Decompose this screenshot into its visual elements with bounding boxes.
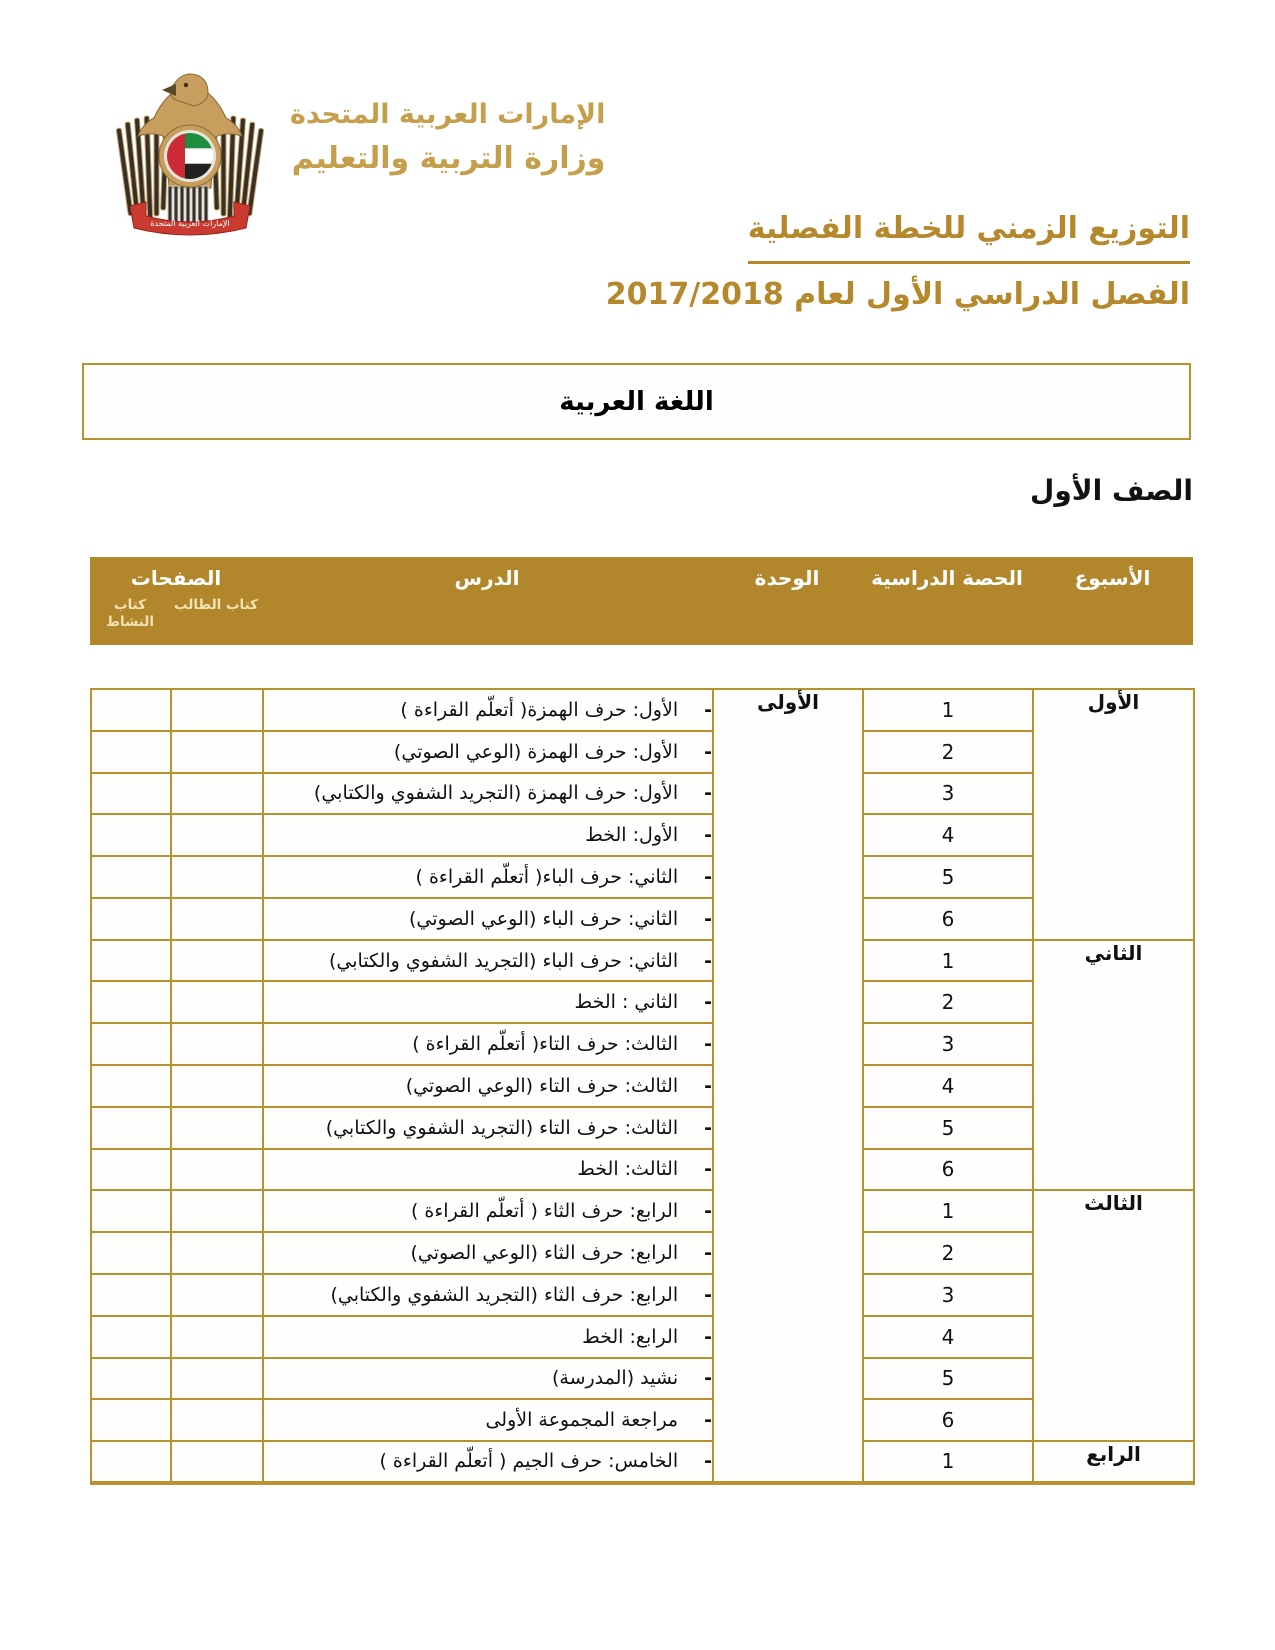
table-row [91,689,1194,731]
activity-book-pages-cell [91,1232,171,1274]
table-row [91,856,1194,898]
student-book-pages-cell [171,1107,263,1149]
table-header-band [90,557,1193,645]
student-book-pages-cell [171,1316,263,1358]
lesson-cell: -الثالث: حرف التاء (التجريد الشفوي والكتابي) [263,1107,713,1149]
lesson-cell: -الأول: حرف الهمزة (الوعي الصوتي) [263,731,713,773]
activity-book-pages-cell [91,773,171,815]
table-row [91,1149,1194,1191]
period-cell: 5 [863,1358,1033,1400]
period-cell: 4 [863,1065,1033,1107]
lesson-cell: -الأول: حرف الهمزة( أتعلّم القراءة ) [263,689,713,731]
table-row [91,814,1194,856]
table-row [91,1274,1194,1316]
bullet-dash: - [704,1367,712,1390]
lesson-cell: -مراجعة المجموعة الأولى [263,1399,713,1441]
activity-book-pages-cell [91,940,171,982]
bullet-dash: - [704,907,712,930]
header-student-book: كتاب الطالب [174,597,258,613]
period-cell: 6 [863,898,1033,940]
period-cell: 5 [863,856,1033,898]
activity-book-pages-cell [91,1274,171,1316]
bullet-dash: - [704,1200,712,1223]
lesson-cell: -الرابع: حرف الثاء (الوعي الصوتي) [263,1232,713,1274]
week-cell: الرابع [1033,1441,1194,1483]
period-cell: 4 [863,814,1033,856]
activity-book-pages-cell [91,1065,171,1107]
period-cell: 3 [863,1274,1033,1316]
table-row [91,731,1194,773]
student-book-pages-cell [171,1441,263,1483]
document-subtitle: الفصل الدراسي الأول لعام 2017/2018 [605,276,1190,312]
table-row [91,1023,1194,1065]
lesson-cell: -الثاني: حرف الباء (التجريد الشفوي والكتابي) [263,940,713,982]
table-row [91,1358,1194,1400]
activity-book-pages-cell [91,1358,171,1400]
subject-box [82,363,1191,440]
activity-book-pages-cell [91,1190,171,1232]
ministry-name-block [290,94,605,237]
student-book-pages-cell [171,1149,263,1191]
student-book-pages-cell [171,898,263,940]
student-book-pages-cell [171,1190,263,1232]
bullet-dash: - [704,866,712,889]
activity-book-pages-cell [91,1149,171,1191]
title-block [606,210,1190,313]
activity-book-pages-cell [91,1107,171,1149]
bullet-dash: - [704,1409,712,1432]
schedule-table [90,688,1195,1485]
lesson-cell: -الخامس: حرف الجيم ( أتعلّم القراءة ) [263,1441,713,1483]
week-cell: الأول [1033,689,1194,940]
activity-book-pages-cell [91,689,171,731]
header-week: الأسبوع [1074,566,1151,590]
week-cell: الثالث [1033,1190,1194,1441]
activity-book-pages-cell [91,1023,171,1065]
activity-book-pages-cell [91,731,171,773]
lesson-cell: -الثالث: حرف التاء( أتعلّم القراءة ) [263,1023,713,1065]
period-cell: 6 [863,1399,1033,1441]
period-cell: 1 [863,1441,1033,1483]
student-book-pages-cell [171,856,263,898]
table-row [91,1316,1194,1358]
week-cell: الثاني [1033,940,1194,1191]
lesson-cell: -الثالث: الخط [263,1149,713,1191]
bullet-dash: - [704,991,712,1014]
activity-book-pages-cell [91,898,171,940]
lesson-cell: -الأول: حرف الهمزة (التجريد الشفوي والكتابي) [263,773,713,815]
student-book-pages-cell [171,940,263,982]
bullet-dash: - [704,1158,712,1181]
bullet-dash: - [704,698,712,721]
activity-book-pages-cell [91,856,171,898]
lesson-cell: -الرابع: حرف الثاء (التجريد الشفوي والكتابي) [263,1274,713,1316]
student-book-pages-cell [171,981,263,1023]
period-cell: 1 [863,1190,1033,1232]
table-row [91,940,1194,982]
lesson-cell: -الثاني : الخط [263,981,713,1023]
lesson-cell: -الأول: الخط [263,814,713,856]
subject-label: اللغة العربية [559,386,714,417]
document-title: التوزيع الزمني للخطة الفصلية [748,210,1190,264]
student-book-pages-cell [171,1232,263,1274]
country-name: الإمارات العربية المتحدة [290,99,606,130]
activity-book-pages-cell [91,1316,171,1358]
student-book-pages-cell [171,1358,263,1400]
bullet-dash: - [704,1116,712,1139]
bullet-dash: - [704,740,712,763]
table-row [91,981,1194,1023]
falcon-eye [184,83,188,87]
table-row [91,1232,1194,1274]
period-cell: 3 [863,773,1033,815]
falcon-beak [162,84,176,96]
emblem-banner-text: الإمارات العربية المتحدة [150,219,230,228]
lesson-cell: -نشيد (المدرسة) [263,1358,713,1400]
grade-heading: الصف الأول [1030,474,1193,507]
period-cell: 5 [863,1107,1033,1149]
table-row [91,1107,1194,1149]
header-unit: الوحدة [754,566,820,590]
activity-book-pages-cell [91,981,171,1023]
period-cell: 3 [863,1023,1033,1065]
bullet-dash: - [704,1325,712,1348]
bullet-dash: - [704,782,712,805]
period-cell: 6 [863,1149,1033,1191]
table-row [91,1399,1194,1441]
student-book-pages-cell [171,731,263,773]
student-book-pages-cell [171,1065,263,1107]
header-activity-book: كتاب النشاط [105,597,155,630]
period-cell: 2 [863,731,1033,773]
bullet-dash: - [704,824,712,847]
lesson-cell: -الثاني: حرف الباء (الوعي الصوتي) [263,898,713,940]
period-cell: 2 [863,981,1033,1023]
table-row [91,1065,1194,1107]
bullet-dash: - [704,1450,712,1473]
uae-flag-disc [159,125,221,187]
student-book-pages-cell [171,1399,263,1441]
bullet-dash: - [704,1242,712,1265]
header-pages: الصفحات كتاب الطالب كتاب النشاط [90,557,262,645]
activity-book-pages-cell [91,814,171,856]
period-cell: 1 [863,689,1033,731]
lesson-cell: -الثاني: حرف الباء( أتعلّم القراءة ) [263,856,713,898]
activity-book-pages-cell [91,1441,171,1483]
lesson-cell: -الرابع: حرف الثاء ( أتعلّم القراءة ) [263,1190,713,1232]
student-book-pages-cell [171,1274,263,1316]
uae-ministry-emblem-icon [116,70,264,237]
lesson-cell: -الرابع: الخط [263,1316,713,1358]
period-cell: 2 [863,1232,1033,1274]
unit-cell: الأولى [713,689,863,1483]
period-cell: 4 [863,1316,1033,1358]
student-book-pages-cell [171,814,263,856]
bullet-dash: - [704,949,712,972]
table-row [91,773,1194,815]
header-lesson: الدرس [454,566,520,590]
activity-book-pages-cell [91,1399,171,1441]
student-book-pages-cell [171,689,263,731]
ministry-brand [116,70,605,237]
student-book-pages-cell [171,773,263,815]
period-cell: 1 [863,940,1033,982]
ministry-name: وزارة التربية والتعليم [291,141,606,176]
table-row [91,1190,1194,1232]
lesson-cell: -الثالث: حرف التاء (الوعي الصوتي) [263,1065,713,1107]
table-row [91,1441,1194,1483]
bullet-dash: - [704,1283,712,1306]
header-period: الحصة الدراسية [871,566,1023,590]
bullet-dash: - [704,1033,712,1056]
student-book-pages-cell [171,1023,263,1065]
bullet-dash: - [704,1074,712,1097]
table-row [91,898,1194,940]
